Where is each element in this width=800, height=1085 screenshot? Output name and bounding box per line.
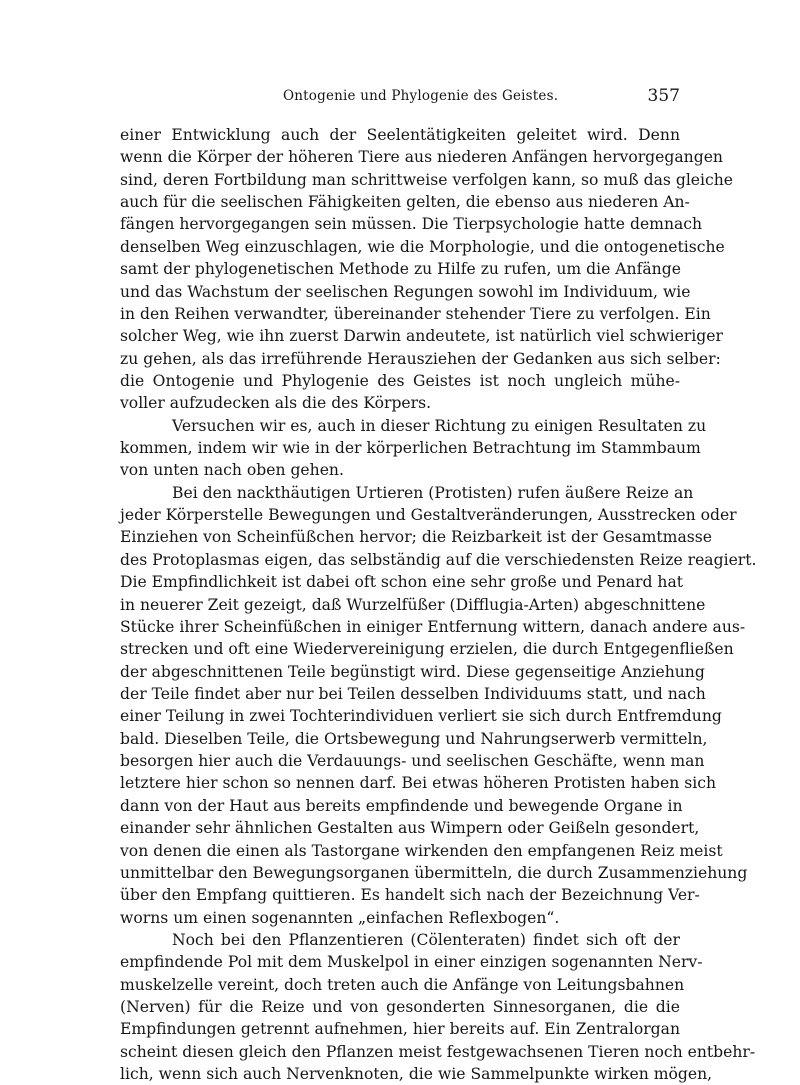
text-line: Stücke ihrer Scheinfüßchen in einiger Entfernung wittern, danach andere aus-: [120, 617, 746, 636]
text-line: kommen, indem wir wie in der körperlichen Betrachtung im Stammbaum: [120, 439, 701, 458]
text-line: fängen hervorgegangen sein müssen. Die Tierpsychologie hatte demnach: [120, 215, 703, 234]
text-line: einer Entwicklung auch der Seelentätigkeiten geleitet wird. Denn: [120, 126, 680, 144]
text-line: Empfindungen getrennt aufnehmen, hier bereits auf. Ein Zentralorgan: [120, 1020, 680, 1039]
page-number: 357: [647, 86, 680, 106]
text-line: und das Wachstum der seelischen Regungen sowohl im Individuum, wie: [120, 282, 691, 301]
text-line: samt der phylogenetischen Methode zu Hilfe zu rufen, um die Anfänge: [120, 260, 681, 279]
text-line: lich, wenn sich auch Nervenknoten, die wie Sammelpunkte wirken mögen,: [120, 1065, 713, 1084]
text-line: der abgeschnittenen Teile begünstigt wird. Diese gegenseitige Anziehung: [120, 662, 705, 681]
text-line: die Ontogenie und Phylogenie des Geistes ist noch ungleich mühe-: [120, 371, 680, 390]
text-line: Versuchen wir es, auch in dieser Richtung zu einigen Resultaten zu: [172, 416, 707, 435]
text-line: jeder Körperstelle Bewegungen und Gestaltveränderungen, Ausstrecken oder: [120, 506, 737, 525]
text-line: in neuerer Zeit gezeigt, daß Wurzelfüßer (Difflugia-Arten) abgeschnittene: [120, 595, 706, 614]
text-line: besorgen hier auch die Verdauungs- und seelischen Geschäfte, wenn man: [120, 752, 705, 771]
text-line: über den Empfang quittieren. Es handelt sich nach der Bezeichnung Ver-: [120, 886, 700, 905]
text-line: dann von der Haut aus bereits empfindende und bewegende Organe in: [120, 796, 683, 815]
text-line: von denen die einen als Tastorgane wirkenden den empfangenen Reiz meist: [120, 841, 723, 860]
text-line: des Protoplasmas eigen, das selbständig auf die verschiedensten Reize reagiert.: [120, 550, 757, 569]
text-line: muskelzelle vereint, doch treten auch die Anfänge von Leitungsbahnen: [120, 975, 685, 994]
text-line: in den Reihen verwandter, übereinander stehender Tiere zu verfolgen. Ein: [120, 304, 711, 323]
text-line: unmittelbar den Bewegungsorganen übermitteln, die durch Zusammenziehung: [120, 863, 748, 882]
text-line: (Nerven) für die Reize und von gesonderten Sinnesorganen, die die: [120, 998, 680, 1017]
text-line: der Teile findet aber nur bei Teilen desselben Individuums statt, und nach: [120, 684, 706, 703]
text-line: einander sehr ähnlichen Gestalten aus Wimpern oder Geißeln gesondert,: [120, 819, 700, 838]
text-line: voller aufzudecken als die des Körpers.: [120, 394, 432, 413]
text-line: einer Teilung in zwei Tochterindividuen verliert sie sich durch Entfremdung: [120, 707, 722, 726]
body-text: [120, 124, 757, 1085]
page-header: [120, 88, 680, 112]
text-line: letztere hier schon so nennen darf. Bei etwas höheren Protisten haben sich: [120, 774, 716, 793]
text-line: scheint diesen gleich den Pflanzen meist festgewachsenen Tieren noch entbehr-: [120, 1042, 756, 1061]
text-line: wenn die Körper der höheren Tiere aus niederen Anfängen hervorgegangen: [120, 148, 723, 167]
text-line: bald. Dieselben Teile, die Ortsbewegung und Nahrungserwerb vermitteln,: [120, 729, 708, 748]
text-line: Noch bei den Pflanzentieren (Cölenteraten) findet sich oft der: [172, 930, 680, 949]
text-line: auch für die seelischen Fähigkeiten gelten, die ebenso aus niederen An-: [120, 193, 690, 212]
text-line: Die Empfindlichkeit ist dabei oft schon eine sehr große und Penard hat: [120, 573, 684, 592]
text-line: empfindende Pol mit dem Muskelpol in einer einzigen sogenannten Nerv-: [120, 953, 703, 972]
text-line: denselben Weg einzuschlagen, wie die Morphologie, und die ontogenetische: [120, 237, 725, 256]
text-line: worns um einen sogenannten „einfachen Reflexbogen“.: [120, 908, 560, 927]
running-head: Ontogenie und Phylogenie des Geistes.: [283, 88, 559, 104]
text-line: Bei den nackthäutigen Urtieren (Protisten) rufen äußere Reize an: [172, 483, 694, 502]
text-line: strecken und oft eine Wiedervereinigung erzielen, die durch Entgegenfließen: [120, 640, 734, 659]
text-line: zu gehen, als das irreführende Herausziehen der Gedanken aus sich selber:: [120, 349, 721, 368]
text-line: sind, deren Fortbildung man schrittweise verfolgen kann, so muß das gleiche: [120, 170, 734, 189]
text-line: Einziehen von Scheinfüßchen hervor; die Reizbarkeit ist der Gesamtmasse: [120, 528, 712, 547]
text-line: solcher Weg, wie ihn zuerst Darwin andeutete, ist natürlich viel schwieriger: [120, 327, 723, 346]
text-line: von unten nach oben gehen.: [120, 461, 344, 480]
